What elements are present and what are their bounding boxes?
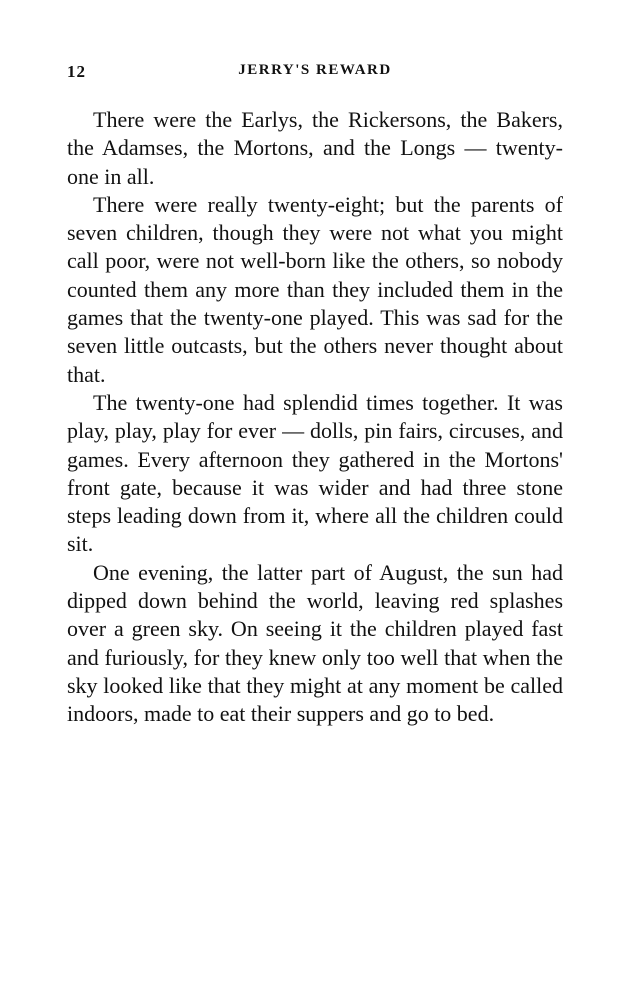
page-header xyxy=(67,62,563,86)
page-number: 12 xyxy=(67,62,86,81)
body-text xyxy=(67,106,563,729)
paragraph: One evening, the latter part of August, the sun had dipped down behind the world, leaving red splashes over a green sky. On seeing it the children played fast and furiously, for they knew only too well that when the sky looked like that they might at any moment be called indoors, made to eat their suppers and go to bed. xyxy=(67,559,563,727)
running-title: JERRY'S REWARD xyxy=(238,62,392,78)
paragraph: The twenty-one had splendid times together. It was play, play, play for ever — dolls, pin fairs, circuses, and games. Every afternoon they gathered in the Mortons' front gate, because it was wider and had three stone steps leading down from it, where all the children could sit. xyxy=(67,389,563,557)
paragraph: There were really twenty-eight; but the parents of seven children, though they were not what you might call poor, were not well-born like the others, so nobody counted them any more than they included them in the games that the twenty-one played. This was sad for the seven little outcasts, but the others never thought about that. xyxy=(67,191,563,387)
paragraph: There were the Earlys, the Rickersons, the Bakers, the Adamses, the Mortons, and the Longs — twenty-one in all. xyxy=(67,107,563,189)
